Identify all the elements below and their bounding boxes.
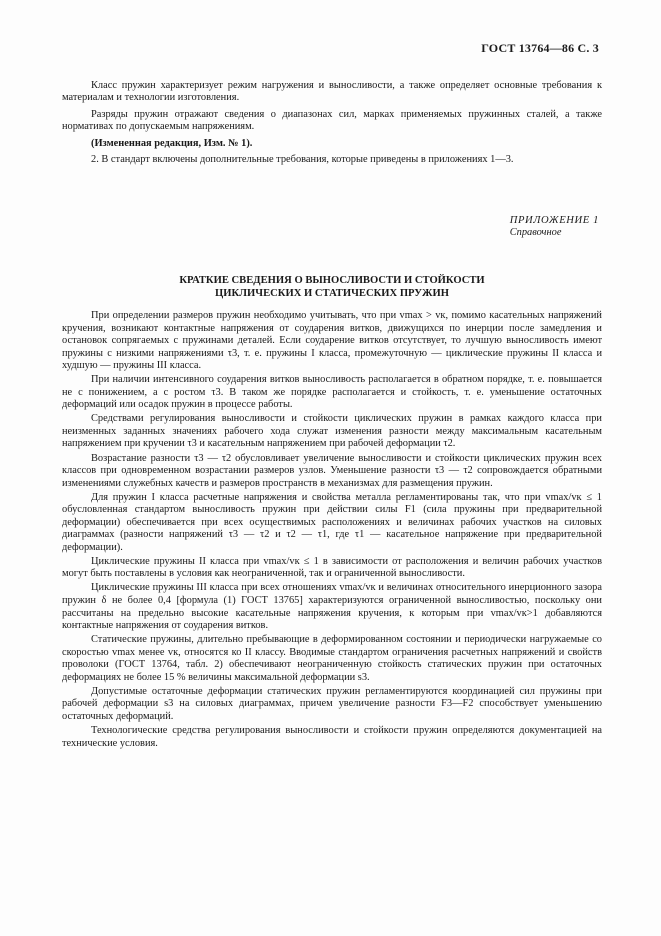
page-header: ГОСТ 13764—86 С. 3	[481, 41, 599, 55]
intro-paragraph: 2. В стандарт включены дополнительные требования, которые приведены в приложениях 1—3.	[91, 154, 514, 166]
body-paragraph: Циклические пружины II класса при vmax/vк ≤ 1 в зависимости от расположения и величин рабочих участков могут быть поставлены в условия как неограниченной, так и ограниченной выносливости.	[62, 555, 602, 580]
appendix-status: Справочное	[509, 227, 562, 239]
section-title-line: КРАТКИЕ СВЕДЕНИЯ О ВЫНОСЛИВОСТИ И СТОЙКОСТИ	[179, 275, 485, 286]
main-text	[62, 310, 602, 750]
body-paragraph: Циклические пружины III класса при всех отношениях vmax/vк и величинах относительного инерционного зазора пружин δ не более 0,4 [формула (1) ГОСТ 13765] характеризуются ограниченной выносливостью, поскольку они рассчитаны на предельно высокие касательные напряжения кручения, к которым при vmax/vк>1 добавляются контактные напряжения от соударения витков.	[62, 582, 602, 632]
section-title-line: ЦИКЛИЧЕСКИХ И СТАТИЧЕСКИХ ПРУЖИН	[215, 287, 449, 299]
edition-note: (Измененная редакция, Изм. № 1).	[91, 137, 253, 149]
body-paragraph: При наличии интенсивного соударения витков выносливость располагается в обратном порядке, т. е. повышается не с понижением, а с ростом τ3. В таком же порядке располагается и стойкость, т. е. уменьшение остаточных деформаций или осадок пружин в процессе работы.	[62, 374, 602, 411]
body-paragraph: Технологические средства регулирования выносливости и стойкости пружин определяются документацией на технические условия.	[62, 725, 602, 749]
body-paragraph: Средствами регулирования выносливости и стойкости циклических пружин в рамках каждого класса при неизменных заданных значениях рабочего хода служат изменения разности между максимальным касательным напряжением при кручении τ3 и касательным напряжением при рабочей деформации τ2.	[62, 413, 602, 450]
intro-paragraph: Разряды пружин отражают сведения о диапазонах сил, марках применяемых пружинных сталей, а также нормативах по допускаемым напряжениям.	[62, 108, 602, 133]
intro-section	[62, 80, 602, 170]
body-paragraph: Допустимые остаточные деформации статических пружин регламентируются координацией сил пружины при рабочей деформации s3 на силовых диаграммах, причем увеличение разности F3—F2 способствует уменьшению остаточных деформаций.	[62, 685, 602, 722]
body-paragraph: Для пружин I класса расчетные напряжения и свойства металла регламентированы так, что при vmax/vк ≤ 1 обусловленная стандартом выносливость пружин при действии силы F1 (сила пружины при предварительной деформации) обеспечивается при всех осуществимых расположениях и величинах рабочих участков на силовых диаграммах (разности напряжений τ3 — τ2 и τ2 — τ1, где τ1 — касательное напряжение при предварительной деформации).	[62, 491, 602, 553]
body-paragraph: Возрастание разности τ3 — τ2 обусловливает увеличение выносливости и стойкости циклических пружин всех классов при одновременном возрастании размеров узлов. Уменьшение разности τ3 — τ2 сопровождается обратными изменениями служебных качеств и размеров пространств в механизмах для размещения пружин.	[62, 452, 602, 489]
intro-paragraph: Класс пружин характеризует режим нагружения и выносливости, а также определяет основные требования к материалам и технологии изготовления.	[62, 80, 602, 104]
body-paragraph: Статические пружины, длительно пребывающие в деформированном состоянии и периодически нагружаемые со скоростью vmax менее vк, относятся ко II классу. Вводимые стандартом ограничения расчетных напряжений и свойств проволоки (ГОСТ 13764, табл. 2) обеспечивают неограниченную стойкость статических пружин при остаточных деформациях не более 15 % величины максимальной деформации s3.	[62, 634, 602, 683]
section-title	[62, 275, 602, 300]
appendix-number: ПРИЛОЖЕНИЕ 1	[509, 215, 599, 226]
body-paragraph: При определении размеров пружин необходимо учитывать, что при vmax > vк, помимо касательных напряжений кручения, возникают контактные напряжения от соударения витков, движущихся по инерции после замедления и остановок сопрягаемых с пружинами деталей. Если соударение витков отсутствует, то лучшую выносливость имеют пружины с низкими напряжениями τ3, т. е. пружины I класса, промежуточную — циклические пружины II класса и худшую — пружины III класса.	[62, 310, 602, 372]
appendix-label	[510, 215, 599, 240]
